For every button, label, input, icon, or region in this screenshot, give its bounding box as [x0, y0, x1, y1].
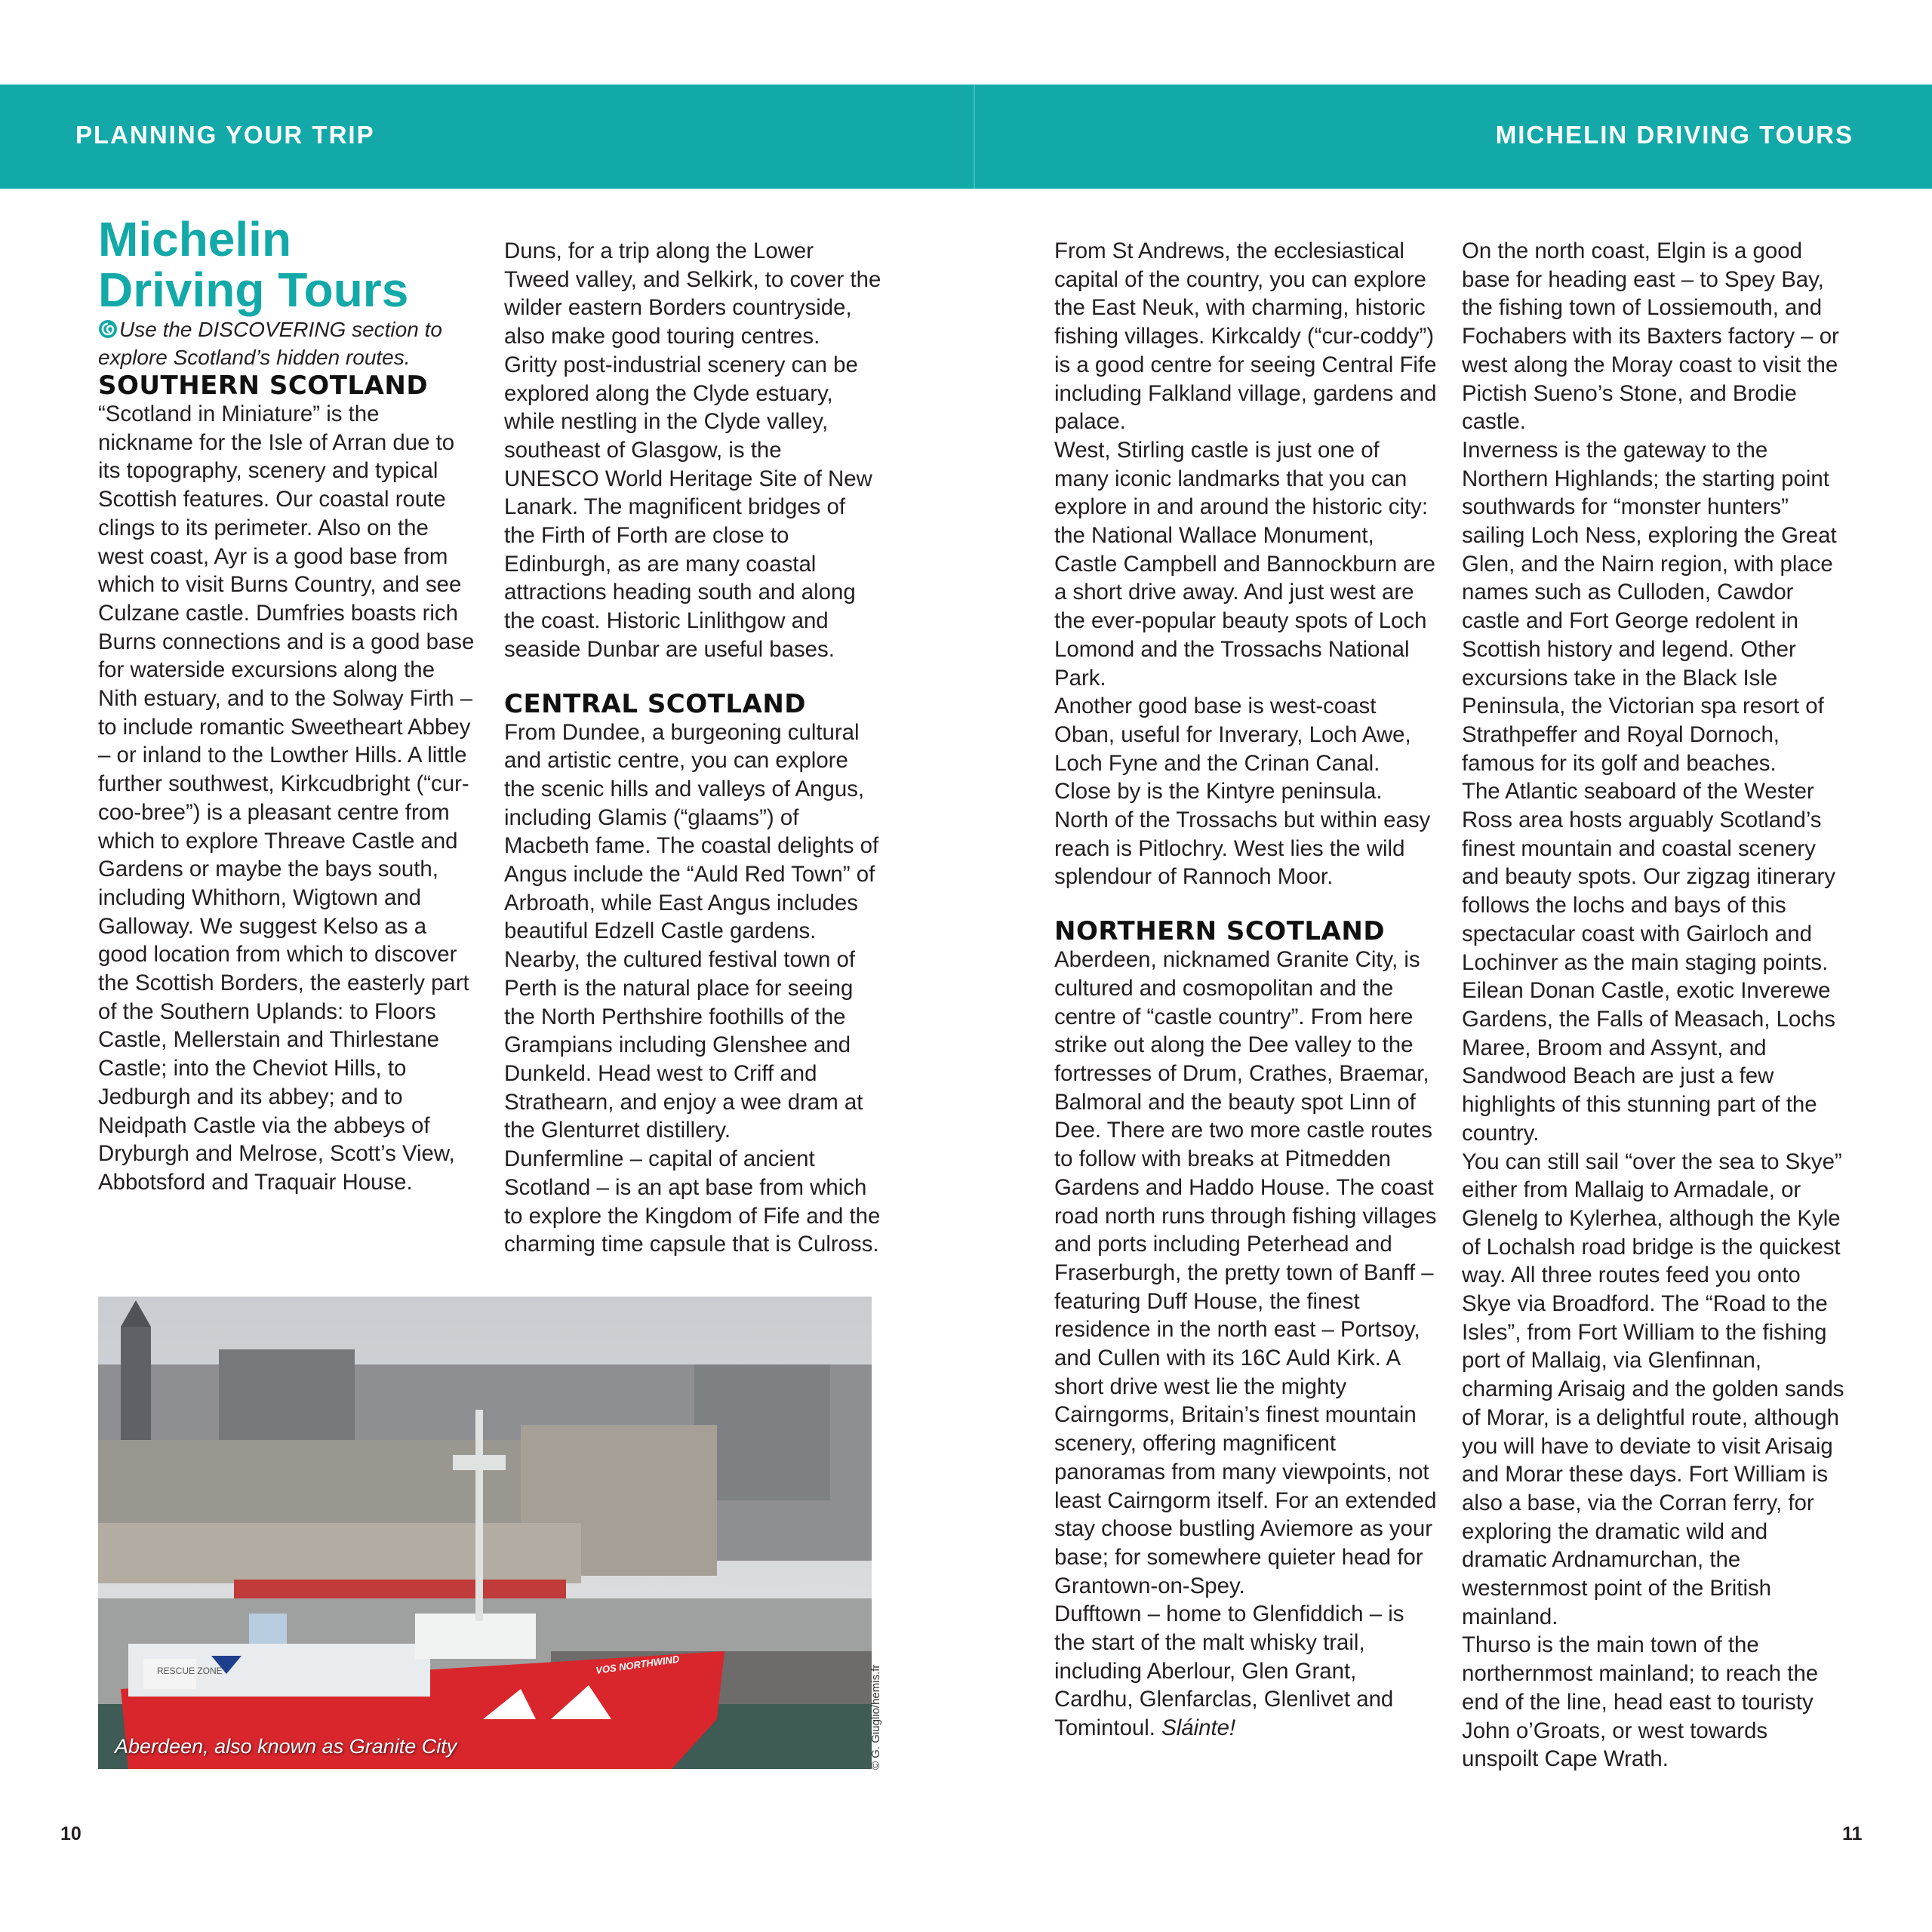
heading-northern-scotland: NORTHERN SCOTLAND — [1054, 916, 1386, 947]
heading-southern-scotland: SOUTHERN SCOTLAND — [98, 371, 429, 401]
page-title: Michelin Driving Tours — [98, 212, 409, 317]
northern-para-2: Dufftown – home to Glenfiddich – is the start of the malt whisky trail, including Aberlour, Glen Grant, Cardhu, Glenfarclas, Glenlivet and Tomintoul. Sláinte! — [1054, 1601, 1404, 1741]
photo-caption: Aberdeen, also known as Granite City — [115, 1735, 457, 1758]
northern-para-7: Thurso is the main town of the northernmost mainland; to reach the end of the line, head east to touristy John o’Groats, or west towards unspoilt Cape Wrath. — [1462, 1632, 1819, 1772]
column-3 — [1054, 237, 1439, 1743]
northern-para-1: Aberdeen, nicknamed Granite City, is cultured and cosmopolitan and the centre of “castle country”. From here strike out along the Dee valley to the fortresses of Drum, Crathes, Braemar, Balmoral and the beauty spot Linn of Dee. There are two more castle routes to follow with breaks at Pitmedden Gardens and Haddo House. The coast road north runs through fishing villages and ports including Peterhead and Fraserburgh, the pretty town of Banff – featuring Duff House, the finest residence in the north east – Portsoy, and Cullen with its 16C Auld Kirk. A short drive west lie the mighty Cairngorms, Britain’s finest mountain scenery, offering magnificent panoramas from many viewpoints, not least Cairngorm itself. For an extended stay choose bustling Aviemore as your base; for somewhere quieter head for Grantown-on-Spey. — [1054, 947, 1437, 1598]
northern-para-4: Inverness is the gateway to the Northern Highlands; the starting point southwards for “monster hunters” sailing Loch Ness, exploring the Great Glen, and the Nairn region, with place names such as Culloden, Cawdor castle and Fort George redolent in Scottish history and legend. Other excursions take in the Black Isle Peninsula, the Victorian spa resort of Strathpeffer and Royal Dornoch, famous for its golf and beaches. — [1462, 437, 1837, 776]
spread-gutter — [974, 85, 975, 189]
heading-central-scotland: CENTRAL SCOTLAND — [504, 688, 807, 719]
harbour-illustration — [98, 1297, 872, 1769]
aberdeen-photo — [98, 1297, 872, 1769]
column-4 — [1462, 237, 1847, 1774]
left-section-title: PLANNING YOUR TRIP — [75, 121, 375, 149]
ship-name-text: VOS NORTHWIND — [595, 1653, 681, 1676]
photo-credit: © G. Giuglio/hemis.fr — [869, 1664, 882, 1770]
right-section-title: MICHELIN DRIVING TOURS — [1495, 121, 1854, 149]
southern-continued-2: Gritty post-industrial scenery can be explored along the Clyde estuary, while nestling in the Clyde valley, southeast of Glasgow, is the UNESCO World Heritage Site of New Lanark. The magnificent bridges of the Firth of Forth are close to Edinburgh, as are many coastal attractions heading south and along the coast. Historic Linlithgow and seaside Dunbar are useful bases. — [504, 352, 872, 662]
michelin-spiral-icon — [98, 319, 118, 339]
central-para-3: Dunfermline – capital of ancient Scotland – is an apt base from which to explore the Kingdom of Fife and the charming time capsule that is Culross. — [504, 1146, 881, 1257]
column-2 — [504, 237, 881, 1259]
central-para-6: Another good base is west-coast Oban, useful for Inverary, Loch Awe, Loch Fyne and the Crinan Canal. Close by is the Kintyre peninsula. North of the Trossachs but within easy reach is Pitlochry. West lies the wild splendour of Rannoch Moor. — [1054, 694, 1431, 890]
northern-para-6: You can still sail “over the sea to Skye” either from Mallaig to Armadale, or Glenelg to Kylerhea, although the Kyle of Lochalsh road bridge is the quickest way. All three routes feed you onto Skye via Broadford. The “Road to the Isles”, from Fort William to the fishing port of Mallaig, via Glenfinnan, charming Arisaig and the golden sands of Morar, is a delightful route, although you will have to deviate to visit Arisaig and Morar these days. Fort William is also a base, via the Corran ferry, for exploring the dramatic wild and dramatic Ardnamurchan, the westernmost point of the British mainland. — [1462, 1149, 1844, 1629]
northern-para-3: On the north coast, Elgin is a good base for heading east – to Spey Bay, the fishing town of Lossiemouth, and Fochabers with its Baxters factory – or west along the Moray coast to visit the Pictish Sueno’s Stone, and Brodie castle. — [1462, 238, 1839, 435]
page-number-right: 11 — [1842, 1823, 1863, 1844]
page-number-left: 10 — [60, 1823, 82, 1844]
northern-para-5: The Atlantic seaboard of the Wester Ross area hosts arguably Scotland’s finest mountain and coastal scenery and beauty spots. Our zigzag itinerary follows the lochs and bays of this spectacular coast with Gairloch and Lochinver as the main staging points. Eilean Donan Castle, exotic Inverewe Gardens, the Falls of Measach, Lochs Maree, Broom and Assynt, and Sandwood Beach are just a few highlights of this stunning part of the country. — [1462, 779, 1836, 1146]
discovering-tip: Use the DISCOVERING section to explore Scotland’s hidden routes. — [98, 318, 442, 369]
central-para-5: West, Stirling castle is just one of many iconic landmarks that you can explore in and around the historic city: the National Wallace Monument, Castle Campbell and Bannockburn are a short drive away. And just west are the ever-popular beauty spots of Loch Lomond and the Trossachs National Park. — [1054, 437, 1435, 691]
ship-sign-text: RESCUE ZONE — [157, 1666, 223, 1676]
running-header — [0, 85, 1932, 189]
southern-continued-1: Duns, for a trip along the Lower Tweed valley, and Selkirk, to cover the wilder eastern Borders countryside, also make good touring centres. — [504, 238, 881, 349]
central-para-2: Nearby, the cultured festival town of Perth is the natural place for seeing the North Perthshire foothills of the Grampians including Glenshee and Dunkeld. Head west to Criff and Strathearn, and enjoy a wee dram at the Glenturret distillery. — [504, 947, 863, 1143]
central-para-1: From Dundee, a burgeoning cultural and artistic centre, you can explore the scenic hills and valleys of Angus, including Glamis (“glaams”) of Macbeth fame. The coastal delights of Angus include the “Auld Red Town” of Arbroath, while East Angus includes beautiful Edzell Castle gardens. — [504, 719, 879, 944]
central-para-4: From St Andrews, the ecclesiastical capital of the country, you can explore the East Neuk, with charming, historic fishing villages. Kirkcaldy (“cur-coddy”) is a good centre for seeing Central Fife including Falkland village, gardens and palace. — [1054, 238, 1437, 435]
column-1 — [98, 214, 475, 1197]
southern-body: “Scotland in Miniature” is the nickname for the Isle of Arran due to its topography, scenery and typical Scottish features. Our coastal route clings to its perimeter. Also on the west coast, Ayr is a good base from which to visit Burns Country, and see Culzane castle. Dumfries boasts rich Burns connections and is a good base for waterside excursions along the Nith estuary, and to the Solway Firth – to include romantic Sweetheart Abbey – or inland to the Lowther Hills. A little further southwest, Kirkcudbright (“cur-coo-bree”) is a pleasant centre from which to explore Threave Castle and Gardens or maybe the bays south, including Whithorn, Wigtown and Galloway. We suggest Kelso as a good location from which to discover the Scottish Borders, the easterly part of the Southern Uplands: to Floors Castle, Mellerstain and Thirlestane Castle; into the Cheviot Hills, to Jedburgh and its abbey; and to Neidpath Castle via the abbeys of Dryburgh and Melrose, Scott’s View, Abbotsford and Traquair House. — [98, 401, 475, 1195]
